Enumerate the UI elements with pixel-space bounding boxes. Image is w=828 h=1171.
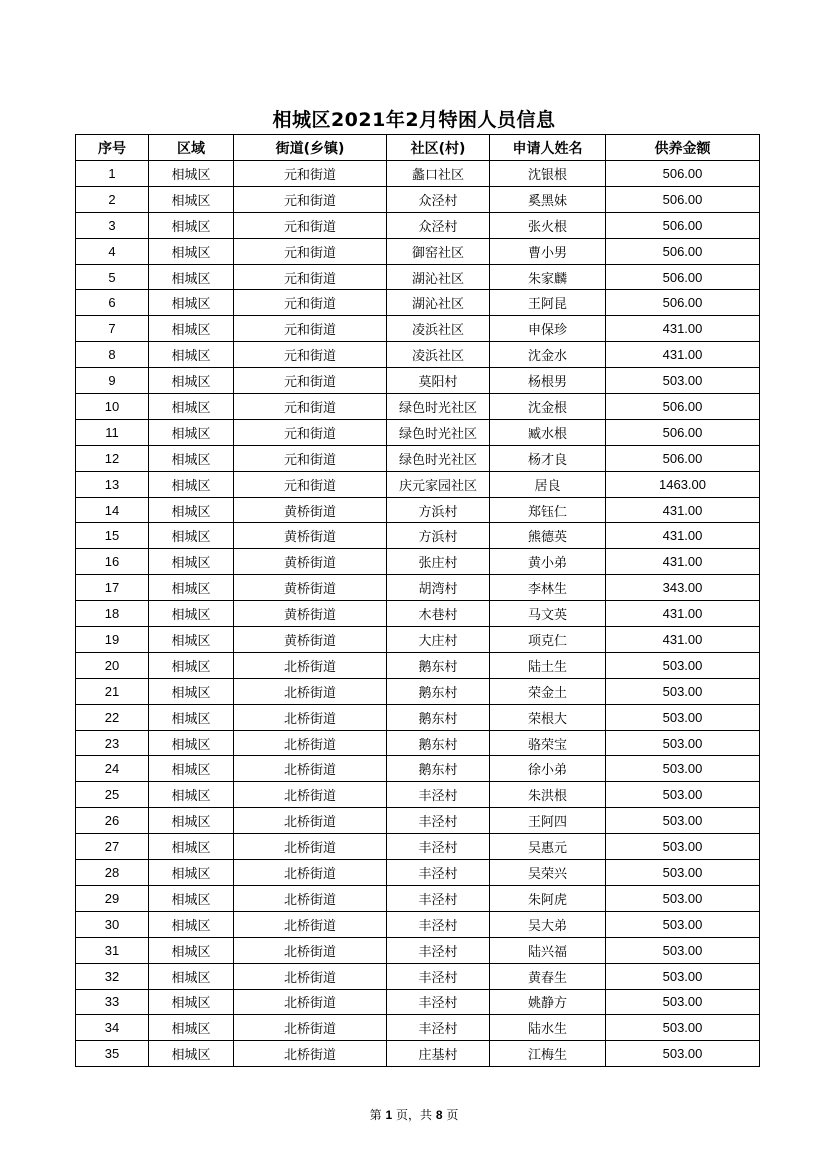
cell-community: 莫阳村 [387, 368, 490, 394]
cell-region: 相城区 [149, 264, 234, 290]
cell-community: 丰泾村 [387, 989, 490, 1015]
cell-region: 相城区 [149, 911, 234, 937]
cell-support-amount: 506.00 [606, 264, 760, 290]
cell-street: 元和街道 [234, 238, 387, 264]
cell-community: 湖沁社区 [387, 264, 490, 290]
footer-total-pages: 8 [435, 1108, 443, 1122]
cell-region: 相城区 [149, 808, 234, 834]
cell-support-amount: 431.00 [606, 316, 760, 342]
table-row [76, 627, 760, 653]
cell-support-amount: 503.00 [606, 782, 760, 808]
cell-index: 4 [76, 238, 149, 264]
cell-index: 22 [76, 704, 149, 730]
cell-community: 凌浜社区 [387, 342, 490, 368]
cell-community: 鹅东村 [387, 652, 490, 678]
cell-street: 元和街道 [234, 161, 387, 187]
cell-support-amount: 506.00 [606, 212, 760, 238]
cell-region: 相城区 [149, 678, 234, 704]
cell-support-amount: 503.00 [606, 937, 760, 963]
table-row [76, 937, 760, 963]
cell-community: 湖沁社区 [387, 290, 490, 316]
cell-region: 相城区 [149, 601, 234, 627]
header-street: 街道(乡镇) [234, 135, 387, 161]
cell-region: 相城区 [149, 161, 234, 187]
cell-street: 北桥街道 [234, 989, 387, 1015]
cell-index: 15 [76, 523, 149, 549]
footer-page-number: 1 [385, 1108, 393, 1122]
cell-index: 17 [76, 575, 149, 601]
cell-region: 相城区 [149, 575, 234, 601]
cell-index: 30 [76, 911, 149, 937]
table-row [76, 575, 760, 601]
cell-region: 相城区 [149, 730, 234, 756]
table-row [76, 316, 760, 342]
cell-applicant-name: 徐小弟 [490, 756, 606, 782]
table-row [76, 342, 760, 368]
table-row [76, 523, 760, 549]
cell-index: 21 [76, 678, 149, 704]
cell-street: 元和街道 [234, 290, 387, 316]
cell-index: 13 [76, 471, 149, 497]
cell-support-amount: 431.00 [606, 549, 760, 575]
cell-region: 相城区 [149, 523, 234, 549]
cell-community: 方浜村 [387, 523, 490, 549]
cell-street: 北桥街道 [234, 782, 387, 808]
cell-community: 丰泾村 [387, 963, 490, 989]
cell-street: 北桥街道 [234, 678, 387, 704]
cell-street: 元和街道 [234, 212, 387, 238]
cell-street: 北桥街道 [234, 1015, 387, 1041]
cell-index: 3 [76, 212, 149, 238]
cell-street: 黄桥街道 [234, 523, 387, 549]
cell-applicant-name: 陆兴福 [490, 937, 606, 963]
cell-support-amount: 431.00 [606, 342, 760, 368]
cell-street: 北桥街道 [234, 963, 387, 989]
cell-applicant-name: 杨根男 [490, 368, 606, 394]
cell-support-amount: 503.00 [606, 860, 760, 886]
cell-index: 11 [76, 419, 149, 445]
cell-index: 27 [76, 834, 149, 860]
cell-street: 黄桥街道 [234, 627, 387, 653]
cell-community: 丰泾村 [387, 885, 490, 911]
table-row [76, 1015, 760, 1041]
table-row [76, 834, 760, 860]
cell-region: 相城区 [149, 238, 234, 264]
cell-community: 丰泾村 [387, 1015, 490, 1041]
cell-region: 相城区 [149, 860, 234, 886]
cell-index: 31 [76, 937, 149, 963]
cell-community: 绿色时光社区 [387, 394, 490, 420]
table-row [76, 885, 760, 911]
cell-community: 鹅东村 [387, 704, 490, 730]
cell-community: 鹅东村 [387, 730, 490, 756]
cell-support-amount: 503.00 [606, 1041, 760, 1067]
table-row [76, 264, 760, 290]
cell-community: 张庄村 [387, 549, 490, 575]
cell-index: 16 [76, 549, 149, 575]
cell-region: 相城区 [149, 834, 234, 860]
table-row [76, 212, 760, 238]
cell-region: 相城区 [149, 704, 234, 730]
cell-index: 6 [76, 290, 149, 316]
cell-community: 鹅东村 [387, 678, 490, 704]
cell-community: 绿色时光社区 [387, 419, 490, 445]
cell-street: 北桥街道 [234, 834, 387, 860]
cell-applicant-name: 奚黑妹 [490, 186, 606, 212]
cell-street: 北桥街道 [234, 756, 387, 782]
cell-support-amount: 503.00 [606, 678, 760, 704]
cell-applicant-name: 沈金水 [490, 342, 606, 368]
cell-community: 丰泾村 [387, 834, 490, 860]
cell-region: 相城区 [149, 186, 234, 212]
cell-support-amount: 503.00 [606, 885, 760, 911]
cell-community: 丰泾村 [387, 911, 490, 937]
cell-support-amount: 506.00 [606, 290, 760, 316]
page-title: 相城区2021年2月特困人员信息 [272, 109, 556, 131]
cell-applicant-name: 李林生 [490, 575, 606, 601]
cell-street: 元和街道 [234, 316, 387, 342]
header-community: 社区(村) [387, 135, 490, 161]
cell-street: 元和街道 [234, 368, 387, 394]
cell-index: 9 [76, 368, 149, 394]
footer-middle: 页，共 [395, 1108, 432, 1122]
table-body [76, 161, 760, 1067]
cell-index: 26 [76, 808, 149, 834]
cell-index: 19 [76, 627, 149, 653]
cell-community: 丰泾村 [387, 808, 490, 834]
cell-support-amount: 503.00 [606, 756, 760, 782]
footer-prefix: 第 [369, 1108, 382, 1122]
cell-applicant-name: 荣金土 [490, 678, 606, 704]
table-row [76, 601, 760, 627]
page-footer [0, 1106, 828, 1123]
cell-applicant-name: 王阿四 [490, 808, 606, 834]
cell-community: 众泾村 [387, 186, 490, 212]
table-row [76, 161, 760, 187]
cell-region: 相城区 [149, 1041, 234, 1067]
cell-region: 相城区 [149, 368, 234, 394]
cell-index: 28 [76, 860, 149, 886]
cell-applicant-name: 朱家麟 [490, 264, 606, 290]
cell-street: 元和街道 [234, 264, 387, 290]
table-row [76, 860, 760, 886]
cell-support-amount: 506.00 [606, 186, 760, 212]
cell-support-amount: 503.00 [606, 368, 760, 394]
cell-region: 相城区 [149, 290, 234, 316]
cell-street: 元和街道 [234, 342, 387, 368]
cell-support-amount: 503.00 [606, 834, 760, 860]
header-region: 区域 [149, 135, 234, 161]
cell-applicant-name: 黄春生 [490, 963, 606, 989]
cell-region: 相城区 [149, 963, 234, 989]
cell-applicant-name: 姚静方 [490, 989, 606, 1015]
cell-street: 元和街道 [234, 471, 387, 497]
table-row [76, 963, 760, 989]
cell-community: 庄基村 [387, 1041, 490, 1067]
cell-region: 相城区 [149, 394, 234, 420]
cell-support-amount: 503.00 [606, 730, 760, 756]
cell-region: 相城区 [149, 549, 234, 575]
cell-support-amount: 506.00 [606, 394, 760, 420]
cell-street: 北桥街道 [234, 730, 387, 756]
cell-street: 黄桥街道 [234, 575, 387, 601]
cell-index: 25 [76, 782, 149, 808]
cell-street: 北桥街道 [234, 937, 387, 963]
cell-applicant-name: 杨才良 [490, 445, 606, 471]
table-row [76, 549, 760, 575]
header-support-amount: 供养金额 [606, 135, 760, 161]
table-row [76, 704, 760, 730]
cell-index: 10 [76, 394, 149, 420]
table-header-row [76, 135, 760, 161]
cell-community: 丰泾村 [387, 937, 490, 963]
cell-community: 凌浜社区 [387, 316, 490, 342]
cell-applicant-name: 申保珍 [490, 316, 606, 342]
cell-region: 相城区 [149, 471, 234, 497]
cell-index: 7 [76, 316, 149, 342]
table-row [76, 290, 760, 316]
table-row [76, 471, 760, 497]
cell-applicant-name: 陆水生 [490, 1015, 606, 1041]
table-row [76, 445, 760, 471]
table-row [76, 652, 760, 678]
header-applicant-name: 申请人姓名 [490, 135, 606, 161]
cell-applicant-name: 沈银根 [490, 161, 606, 187]
cell-region: 相城区 [149, 212, 234, 238]
cell-index: 2 [76, 186, 149, 212]
table-row [76, 394, 760, 420]
cell-applicant-name: 骆荣宝 [490, 730, 606, 756]
cell-region: 相城区 [149, 1015, 234, 1041]
cell-support-amount: 506.00 [606, 445, 760, 471]
cell-applicant-name: 吴惠元 [490, 834, 606, 860]
cell-applicant-name: 王阿昆 [490, 290, 606, 316]
cell-community: 鹅东村 [387, 756, 490, 782]
cell-index: 1 [76, 161, 149, 187]
cell-street: 黄桥街道 [234, 549, 387, 575]
cell-community: 大庄村 [387, 627, 490, 653]
cell-community: 蠡口社区 [387, 161, 490, 187]
cell-index: 32 [76, 963, 149, 989]
cell-index: 24 [76, 756, 149, 782]
cell-community: 众泾村 [387, 212, 490, 238]
cell-community: 方浜村 [387, 497, 490, 523]
cell-index: 8 [76, 342, 149, 368]
cell-street: 北桥街道 [234, 911, 387, 937]
table-row [76, 678, 760, 704]
cell-community: 木巷村 [387, 601, 490, 627]
cell-community: 御窑社区 [387, 238, 490, 264]
cell-applicant-name: 沈金根 [490, 394, 606, 420]
cell-street: 北桥街道 [234, 860, 387, 886]
cell-street: 北桥街道 [234, 1041, 387, 1067]
cell-applicant-name: 陆土生 [490, 652, 606, 678]
cell-street: 黄桥街道 [234, 601, 387, 627]
table-row [76, 808, 760, 834]
cell-applicant-name: 吴荣兴 [490, 860, 606, 886]
cell-street: 元和街道 [234, 186, 387, 212]
cell-region: 相城区 [149, 342, 234, 368]
cell-support-amount: 503.00 [606, 911, 760, 937]
table-row [76, 419, 760, 445]
cell-applicant-name: 郑钰仁 [490, 497, 606, 523]
cell-support-amount: 343.00 [606, 575, 760, 601]
cell-region: 相城区 [149, 989, 234, 1015]
table-row [76, 989, 760, 1015]
table-row [76, 730, 760, 756]
cell-region: 相城区 [149, 419, 234, 445]
cell-support-amount: 1463.00 [606, 471, 760, 497]
cell-support-amount: 503.00 [606, 808, 760, 834]
cell-support-amount: 503.00 [606, 704, 760, 730]
cell-street: 北桥街道 [234, 704, 387, 730]
table-row [76, 756, 760, 782]
table-row [76, 186, 760, 212]
cell-street: 北桥街道 [234, 652, 387, 678]
cell-index: 20 [76, 652, 149, 678]
cell-region: 相城区 [149, 782, 234, 808]
table-row [76, 1041, 760, 1067]
cell-region: 相城区 [149, 937, 234, 963]
cell-applicant-name: 张火根 [490, 212, 606, 238]
cell-support-amount: 506.00 [606, 419, 760, 445]
cell-support-amount: 503.00 [606, 963, 760, 989]
cell-applicant-name: 项克仁 [490, 627, 606, 653]
cell-applicant-name: 熊德英 [490, 523, 606, 549]
cell-support-amount: 431.00 [606, 523, 760, 549]
cell-street: 黄桥街道 [234, 497, 387, 523]
cell-index: 5 [76, 264, 149, 290]
cell-applicant-name: 荣根大 [490, 704, 606, 730]
cell-index: 18 [76, 601, 149, 627]
cell-street: 元和街道 [234, 419, 387, 445]
cell-applicant-name: 黄小弟 [490, 549, 606, 575]
cell-region: 相城区 [149, 627, 234, 653]
cell-support-amount: 431.00 [606, 627, 760, 653]
cell-street: 北桥街道 [234, 808, 387, 834]
cell-support-amount: 431.00 [606, 497, 760, 523]
cell-index: 14 [76, 497, 149, 523]
cell-region: 相城区 [149, 497, 234, 523]
cell-community: 庆元家园社区 [387, 471, 490, 497]
cell-region: 相城区 [149, 756, 234, 782]
cell-applicant-name: 臧水根 [490, 419, 606, 445]
cell-support-amount: 506.00 [606, 161, 760, 187]
cell-index: 34 [76, 1015, 149, 1041]
cell-community: 丰泾村 [387, 782, 490, 808]
cell-region: 相城区 [149, 445, 234, 471]
table-row [76, 497, 760, 523]
recipients-table [75, 134, 760, 1067]
cell-index: 35 [76, 1041, 149, 1067]
cell-street: 元和街道 [234, 445, 387, 471]
cell-region: 相城区 [149, 885, 234, 911]
cell-community: 胡湾村 [387, 575, 490, 601]
cell-applicant-name: 江梅生 [490, 1041, 606, 1067]
cell-index: 33 [76, 989, 149, 1015]
table-row [76, 368, 760, 394]
cell-applicant-name: 朱阿虎 [490, 885, 606, 911]
cell-applicant-name: 马文英 [490, 601, 606, 627]
cell-index: 29 [76, 885, 149, 911]
header-index: 序号 [76, 135, 149, 161]
cell-applicant-name: 朱洪根 [490, 782, 606, 808]
cell-index: 23 [76, 730, 149, 756]
cell-street: 元和街道 [234, 394, 387, 420]
cell-support-amount: 506.00 [606, 238, 760, 264]
cell-index: 12 [76, 445, 149, 471]
cell-community: 丰泾村 [387, 860, 490, 886]
table-row [76, 782, 760, 808]
cell-street: 北桥街道 [234, 885, 387, 911]
cell-applicant-name: 居良 [490, 471, 606, 497]
cell-applicant-name: 吴大弟 [490, 911, 606, 937]
cell-applicant-name: 曹小男 [490, 238, 606, 264]
cell-region: 相城区 [149, 316, 234, 342]
cell-support-amount: 431.00 [606, 601, 760, 627]
cell-community: 绿色时光社区 [387, 445, 490, 471]
cell-support-amount: 503.00 [606, 1015, 760, 1041]
table-row [76, 238, 760, 264]
cell-support-amount: 503.00 [606, 989, 760, 1015]
cell-support-amount: 503.00 [606, 652, 760, 678]
footer-suffix: 页 [446, 1108, 459, 1122]
table-row [76, 911, 760, 937]
cell-region: 相城区 [149, 652, 234, 678]
